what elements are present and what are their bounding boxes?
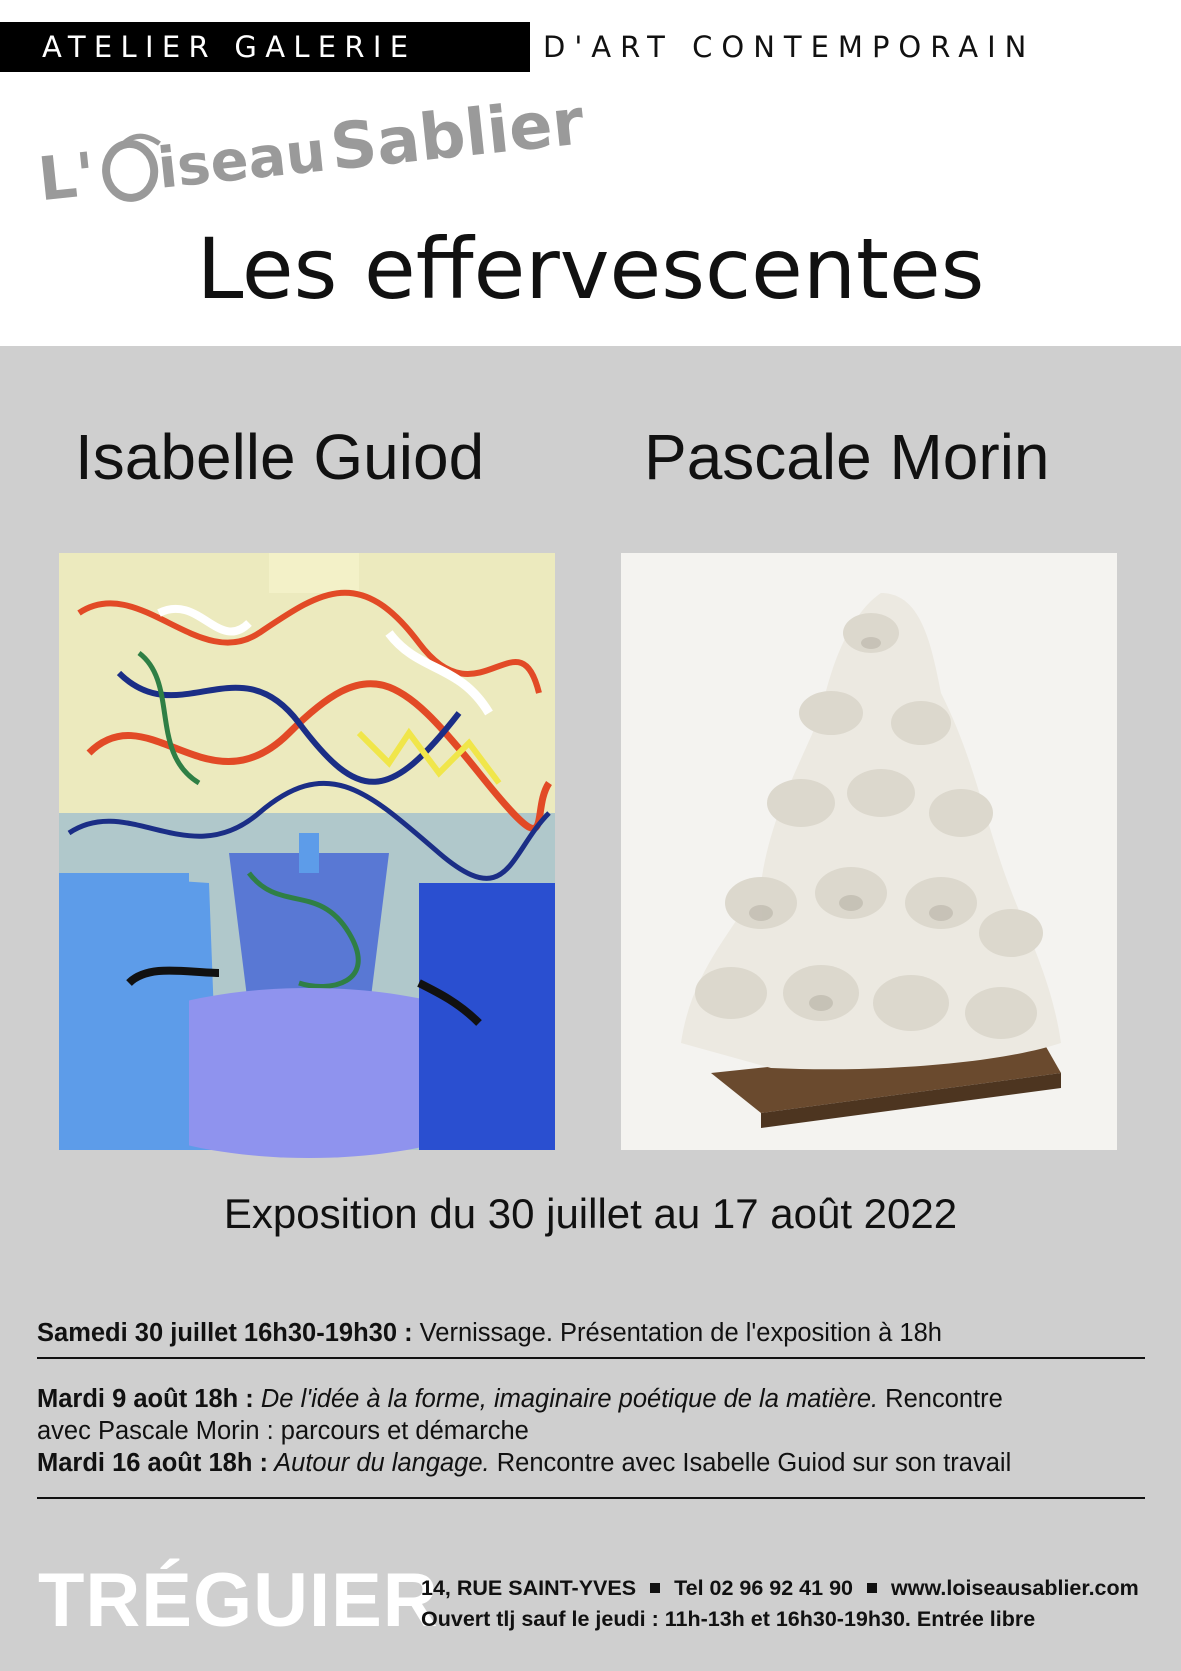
square-bullet-icon: [650, 1583, 660, 1593]
banner-right-text: D'ART CONTEMPORAIN: [543, 30, 1036, 64]
exhibition-title: Les effervescentes: [196, 220, 985, 318]
event-rencontre-guiod: [37, 1447, 1011, 1479]
artist-name-guiod: Isabelle Guiod: [75, 421, 485, 493]
abstract-painting-image: [59, 553, 555, 1150]
event-time: Mardi 9 août 18h :: [37, 1385, 254, 1413]
event-rencontre-morin-continued: avec Pascale Morin : parcours et démarche: [37, 1417, 529, 1445]
phone: Tel 02 96 92 41 90: [674, 1576, 853, 1600]
website-link[interactable]: www.loiseausablier.com: [891, 1576, 1139, 1600]
event-time: Samedi 30 juillet 16h30-19h30 :: [37, 1319, 413, 1347]
svg-text:iseau: iseau: [154, 119, 329, 202]
contact-line: [421, 1576, 1139, 1601]
gallery-logo: [30, 82, 588, 216]
divider: [37, 1497, 1145, 1499]
event-rencontre-morin: [37, 1383, 1003, 1415]
banner-left-text: ATELIER GALERIE: [42, 30, 417, 64]
artist-name-morin: Pascale Morin: [644, 421, 1050, 493]
porcelain-sculpture-image: [621, 553, 1117, 1150]
address: 14, RUE SAINT-YVES: [421, 1576, 637, 1600]
divider: [37, 1357, 1145, 1359]
event-description: Vernissage. Présentation de l'exposition à 18h: [412, 1319, 942, 1347]
city-name: TRÉGUIER: [38, 1558, 439, 1643]
opening-hours: Ouvert tlj sauf le jeudi : 11h-13h et 16h30-19h30. Entrée libre: [421, 1607, 1036, 1631]
event-time: Mardi 16 août 18h :: [37, 1449, 268, 1477]
event-theme: De l'idée à la forme, imaginaire poétique de la matière.: [253, 1385, 879, 1413]
event-description: Rencontre: [878, 1385, 1003, 1413]
event-description: Rencontre avec Isabelle Guiod sur son travail: [489, 1449, 1012, 1477]
logo-text-l: L': [34, 139, 99, 216]
square-bullet-icon: [867, 1583, 877, 1593]
exhibition-dates: Exposition du 30 juillet au 17 août 2022: [223, 1190, 958, 1237]
svg-text:Sablier: Sablier: [327, 85, 588, 186]
event-vernissage: [37, 1317, 942, 1349]
event-theme: Autour du langage.: [267, 1449, 490, 1477]
